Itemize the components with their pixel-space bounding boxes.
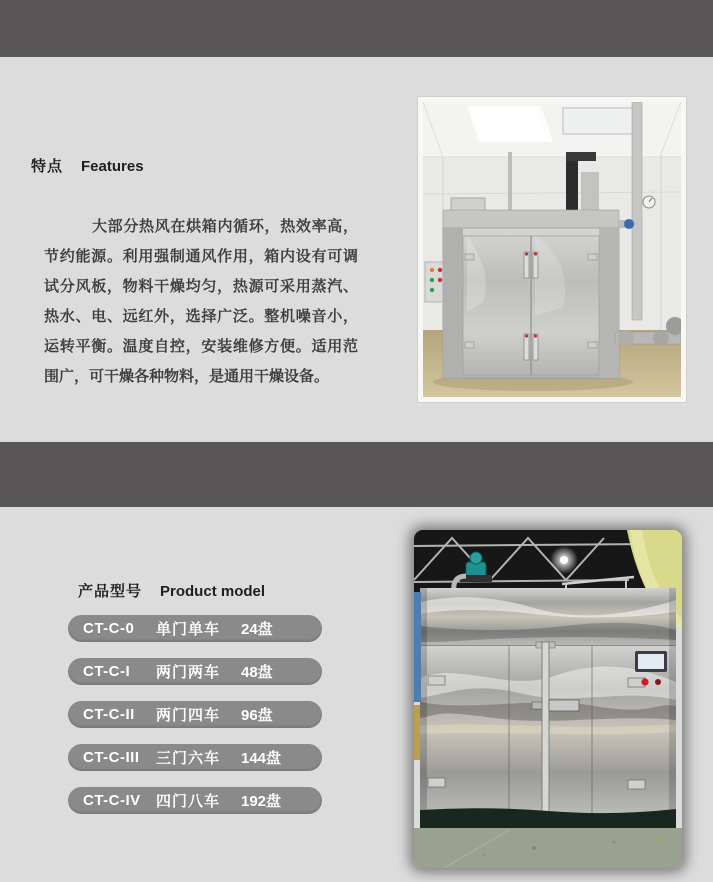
model-trays: 48盘 — [241, 664, 273, 681]
model-config: 两门两车 — [156, 664, 221, 681]
cleanroom-photo-illustration — [423, 102, 681, 397]
product-model-heading-zh: 产品型号 — [78, 583, 143, 600]
model-row-ct-c-3 — [68, 744, 322, 771]
model-config: 四门八车 — [156, 793, 221, 810]
model-trays: 144盘 — [241, 750, 282, 767]
model-config: 单门单车 — [156, 621, 221, 638]
model-trays: 192盘 — [241, 793, 282, 810]
model-code: CT-C-IV — [83, 792, 141, 809]
model-config: 三门六车 — [156, 750, 221, 767]
model-row-ct-c-1 — [68, 658, 322, 685]
model-row-ct-c-0 — [68, 615, 322, 642]
features-paragraph: 大部分热风在烘箱内循环，热效率高，节约能源。利用强制通风作用，箱内设有可调试分风板，物料干燥均匀，热源可采用蒸汽、热水、电、远红外，选择广泛。整机噪音小，运转平衡。温度自控，安装维修方便。适用范围广，可干燥各种物料，是通用干燥设备。 — [44, 218, 358, 385]
exhibition-photo-illustration — [414, 530, 682, 868]
model-row-ct-c-4 — [68, 787, 322, 814]
product-model-heading-en: Product model — [160, 583, 266, 600]
top-divider-bar — [0, 0, 713, 57]
middle-divider-band — [0, 442, 713, 507]
model-code: CT-C-0 — [83, 620, 135, 637]
features-heading-en: Features — [81, 158, 144, 175]
model-row-ct-c-2 — [68, 701, 322, 728]
features-heading-zh: 特点 — [31, 158, 64, 175]
model-code: CT-C-I — [83, 663, 131, 680]
model-trays: 96盘 — [241, 707, 273, 724]
model-code: CT-C-II — [83, 706, 135, 723]
features-heading — [31, 155, 144, 176]
model-code: CT-C-III — [83, 749, 140, 766]
drying-oven-cleanroom-photo — [417, 96, 687, 403]
product-model-heading — [78, 580, 265, 601]
drying-oven-exhibition-photo — [414, 530, 682, 868]
model-trays: 24盘 — [241, 621, 273, 638]
model-config: 两门四车 — [156, 707, 221, 724]
